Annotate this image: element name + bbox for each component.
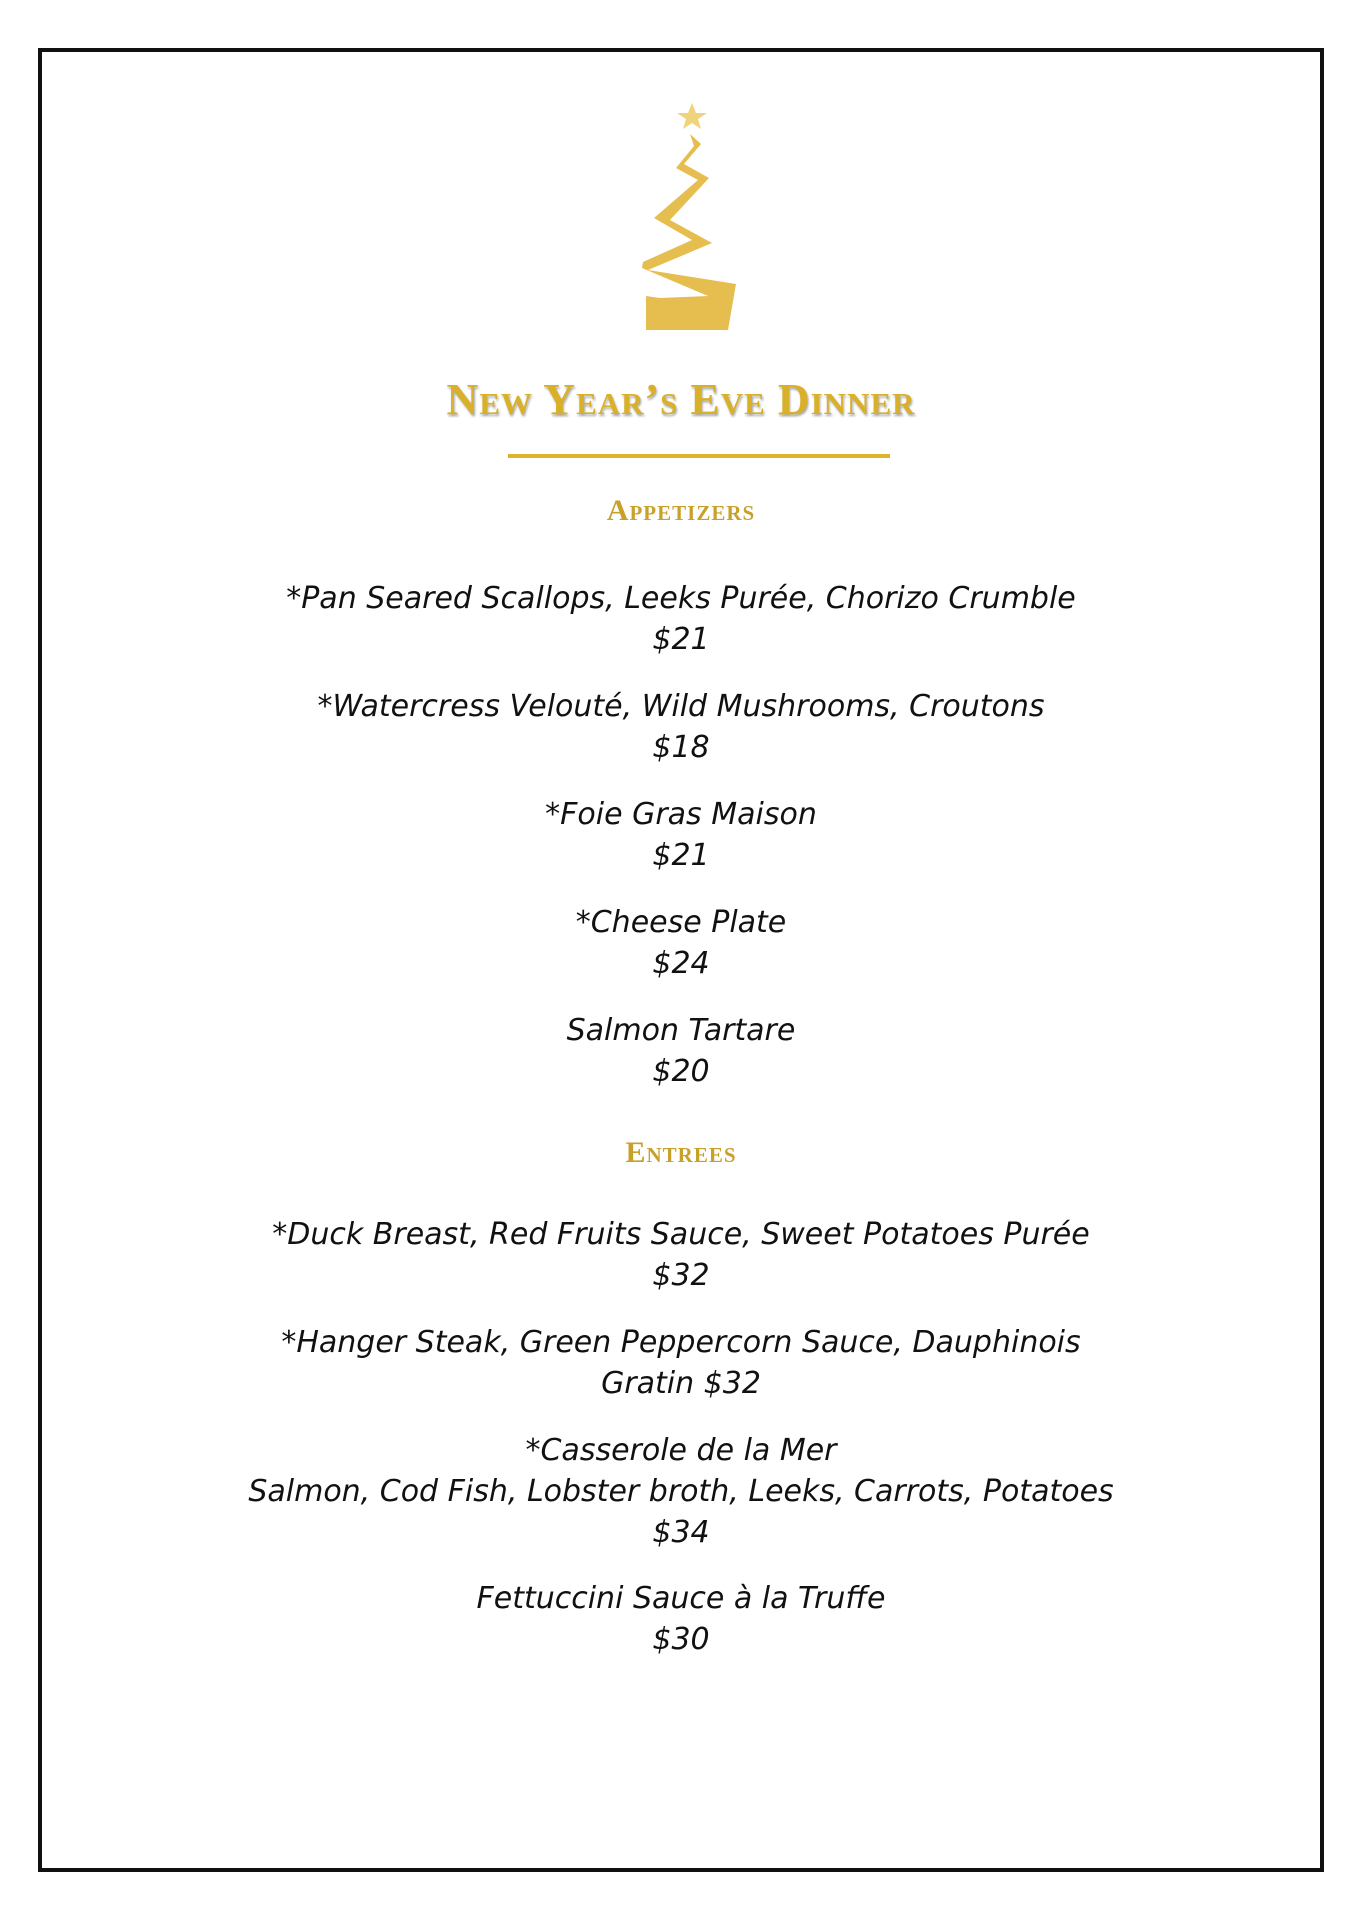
- menu-item: [38, 1578, 1324, 1660]
- menu-item: [38, 1322, 1324, 1404]
- section-heading-appetizers: Appetizers: [606, 494, 756, 527]
- star-icon: [677, 103, 707, 129]
- menu-item: [38, 578, 1324, 660]
- item-name: *Pan Seared Scallops, Leeks Purée, Chorizo Crumble: [286, 581, 1076, 616]
- item-price: $21: [652, 622, 710, 657]
- item-name: Salmon Tartare: [566, 1013, 796, 1048]
- section-heading-entrees: Entrees: [625, 1136, 737, 1169]
- item-description: Salmon, Cod Fish, Lobster broth, Leeks, Carrots, Potatoes: [248, 1474, 1114, 1509]
- item-price: Gratin $32: [601, 1366, 761, 1401]
- item-price: $34: [652, 1515, 710, 1550]
- title-divider: [508, 454, 890, 458]
- item-price: $24: [652, 946, 710, 981]
- menu-item: [38, 1214, 1324, 1296]
- item-name: *Cheese Plate: [575, 905, 787, 940]
- christmas-tree-icon: [608, 98, 768, 330]
- item-name: *Duck Breast, Red Fruits Sauce, Sweet Potatoes Purée: [272, 1217, 1090, 1252]
- item-price: $21: [652, 838, 710, 873]
- item-price: $30: [652, 1622, 710, 1657]
- item-name: *Casserole de la Mer: [525, 1433, 837, 1468]
- menu-item: [38, 902, 1324, 984]
- item-name: *Watercress Velouté, Wild Mushrooms, Croutons: [317, 689, 1045, 724]
- item-name: Fettuccini Sauce à la Truffe: [476, 1581, 886, 1616]
- item-price: $20: [652, 1054, 710, 1089]
- menu-item: [38, 794, 1324, 876]
- item-price: $32: [652, 1258, 710, 1293]
- item-name: *Foie Gras Maison: [545, 797, 817, 832]
- item-price: $18: [652, 730, 710, 765]
- item-name: *Hanger Steak, Green Peppercorn Sauce, Dauphinois: [281, 1325, 1081, 1360]
- menu-item: [38, 1430, 1324, 1553]
- menu-item: [38, 686, 1324, 768]
- menu-title: New Year’s Eve Dinner: [446, 375, 916, 424]
- menu-item: [38, 1010, 1324, 1092]
